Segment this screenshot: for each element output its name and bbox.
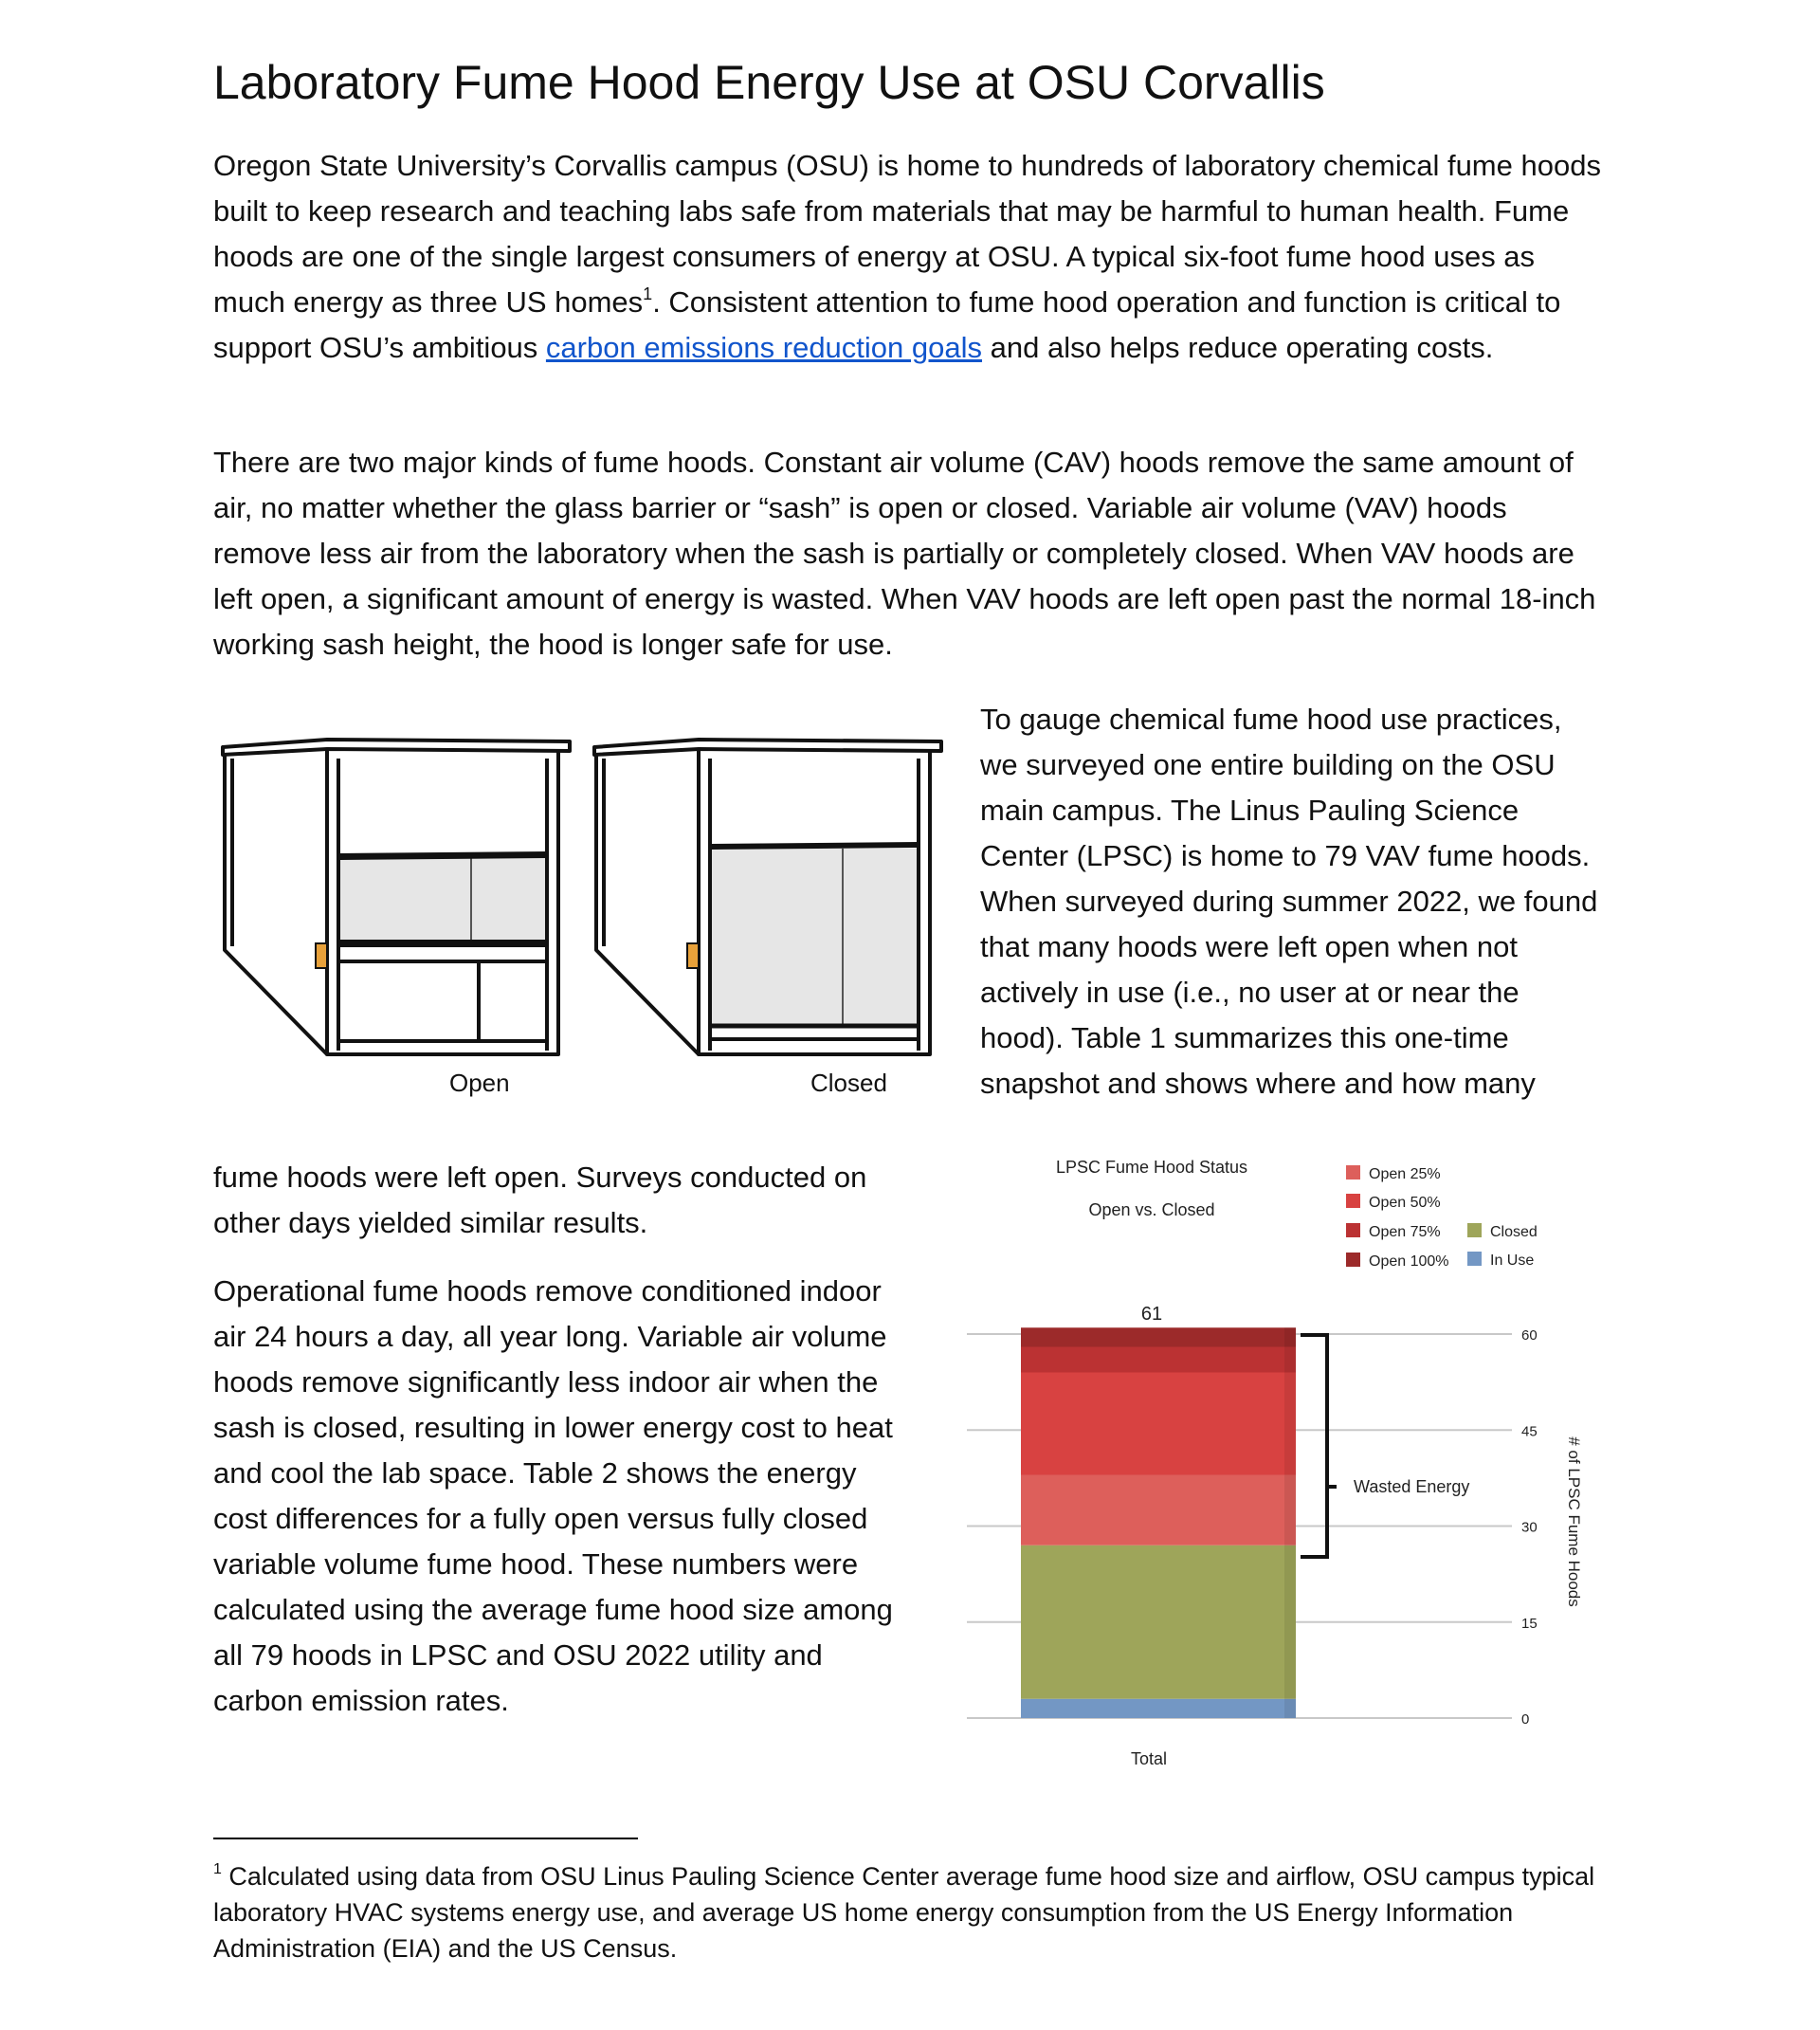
y-tick-label-15: 15 xyxy=(1521,1615,1538,1632)
closed-hood-sash-handle xyxy=(687,943,699,968)
x-category-label: Total xyxy=(1130,1749,1168,1768)
legend-swatch-open-100- xyxy=(1346,1253,1360,1267)
legend-label-closed: Closed xyxy=(1490,1224,1538,1240)
total-value-label: 61 xyxy=(1140,1304,1163,1325)
survey-paragraph-continued: fume hoods were left open. Surveys conducted on other days yielded similar results. xyxy=(213,1161,867,1239)
chart-legend xyxy=(1346,1165,1538,1270)
legend-swatch-closed xyxy=(1467,1223,1482,1237)
intro-text-cont: . Consistent attention to fume hood operation and function is critical to support OSU’s ambitious xyxy=(213,285,1561,364)
legend-label-open-25-: Open 25% xyxy=(1369,1166,1441,1182)
legend-swatch-in-use xyxy=(1467,1252,1482,1266)
open-hood-sash-glass xyxy=(340,858,545,942)
open-label: Open xyxy=(449,1069,510,1097)
y-tick-label-0: 0 xyxy=(1521,1711,1530,1728)
legend-label-open-75-: Open 75% xyxy=(1369,1224,1441,1240)
footnote-number: 1 xyxy=(213,1861,222,1877)
legend-label-open-50-: Open 50% xyxy=(1369,1195,1441,1211)
wasted-energy-annotation: Wasted Energy xyxy=(1354,1477,1470,1496)
bar-segment-open-100- xyxy=(1021,1327,1296,1346)
y-tick-label-45: 45 xyxy=(1521,1423,1538,1440)
legend-swatch-open-50- xyxy=(1346,1194,1360,1208)
legend-label-open-100-: Open 100% xyxy=(1369,1253,1449,1270)
open-hood-sash-handle xyxy=(316,943,327,968)
fume-hood-status-chart xyxy=(948,1147,1630,1773)
intro-text-end: and also helps reduce operating costs. xyxy=(982,331,1494,364)
wasted-energy-bracket xyxy=(1301,1335,1327,1557)
legend-swatch-open-75- xyxy=(1346,1223,1360,1237)
fume-hood-figure xyxy=(213,730,953,1109)
footnote-text: Calculated using data from OSU Linus Pauling Science Center average fume hood size and airflow, OSU campus typical laboratory HVAC systems energy use, and average US home energy consumption from the US Energy Information Administration (EIA) and the US Census. xyxy=(213,1862,1595,1963)
carbon-goals-link[interactable]: carbon emissions reduction goals xyxy=(545,331,983,364)
bar-segment-in-use xyxy=(1021,1699,1296,1718)
bar-segment-closed xyxy=(1021,1545,1296,1699)
bar-edge-shade xyxy=(1284,1327,1296,1718)
intro-text: Oregon State University’s Corvallis campus (OSU) is home to hundreds of laboratory chemical fume hoods built to keep research and teaching labs safe from materials that may be harmful to human health. Fume hoods are one of the single largest consumers of energy at OSU. A typical six-foot fume hood uses as much energy as three US homes xyxy=(213,149,1601,319)
y-tick-label-60: 60 xyxy=(1521,1327,1538,1344)
intro-paragraph xyxy=(213,143,1607,371)
survey-paragraph: To gauge chemical fume hood use practices, we surveyed one entire building on the OSU main campus. The Linus Pauling Science Center (LPSC) is home to 79 VAV fume hoods. When surveyed during summer 2022, we found that many hoods were left open when not actively in use (i.e., no user at or near the hood). Table 1 summarizes this one-time snapshot and shows where and how many xyxy=(980,703,1598,1100)
bar-segment-open-50- xyxy=(1021,1373,1296,1475)
chart-subtitle: Open vs. Closed xyxy=(1088,1200,1215,1219)
bar-segment-open-25- xyxy=(1021,1475,1296,1545)
footnote xyxy=(213,1858,1597,1966)
y-tick-label-30: 30 xyxy=(1521,1519,1538,1536)
legend-label-in-use: In Use xyxy=(1490,1253,1535,1269)
bar-segment-open-75- xyxy=(1021,1347,1296,1373)
legend-swatch-open-25- xyxy=(1346,1165,1360,1180)
chart-bars xyxy=(1021,1327,1296,1718)
closed-label: Closed xyxy=(810,1069,887,1097)
hood-types-paragraph: There are two major kinds of fume hoods. Constant air volume (CAV) hoods remove the same amount of air, no matter whether the glass barrier or “sash” is open or closed. Variable air volume (VAV) hoods remove less air from the laboratory when the sash is partially or completely closed. When VAV hoods are left open, a significant amount of energy is wasted. When VAV hoods are left open past the normal 18-inch working sash height, the hood is longer safe for use. xyxy=(213,446,1596,661)
chart-title: LPSC Fume Hood Status xyxy=(1055,1158,1248,1177)
fume-hood-illustration xyxy=(213,730,953,1071)
closed-hood-sash-glass xyxy=(712,849,917,1024)
page-title: Laboratory Fume Hood Energy Use at OSU Corvallis xyxy=(213,56,1325,109)
footnote-divider xyxy=(213,1838,638,1839)
y-axis-label: # of LPSC Fume Hoods xyxy=(1565,1436,1583,1607)
operational-paragraph: Operational fume hoods remove conditioned indoor air 24 hours a day, all year long. Variable air volume hoods remove significantly less indoor air when the sash is closed, resulting in lower energy cost to heat and cool the lab space. Table 2 shows the energy cost differences for a fully open versus fully closed variable volume fume hood. These numbers were calculated using the average fume hood size among all 79 hoods in LPSC and OSU 2022 utility and carbon emission rates. xyxy=(213,1274,893,1717)
footnote-ref[interactable]: 1 xyxy=(643,283,653,303)
chart-y-ticks xyxy=(1521,1327,1538,1728)
